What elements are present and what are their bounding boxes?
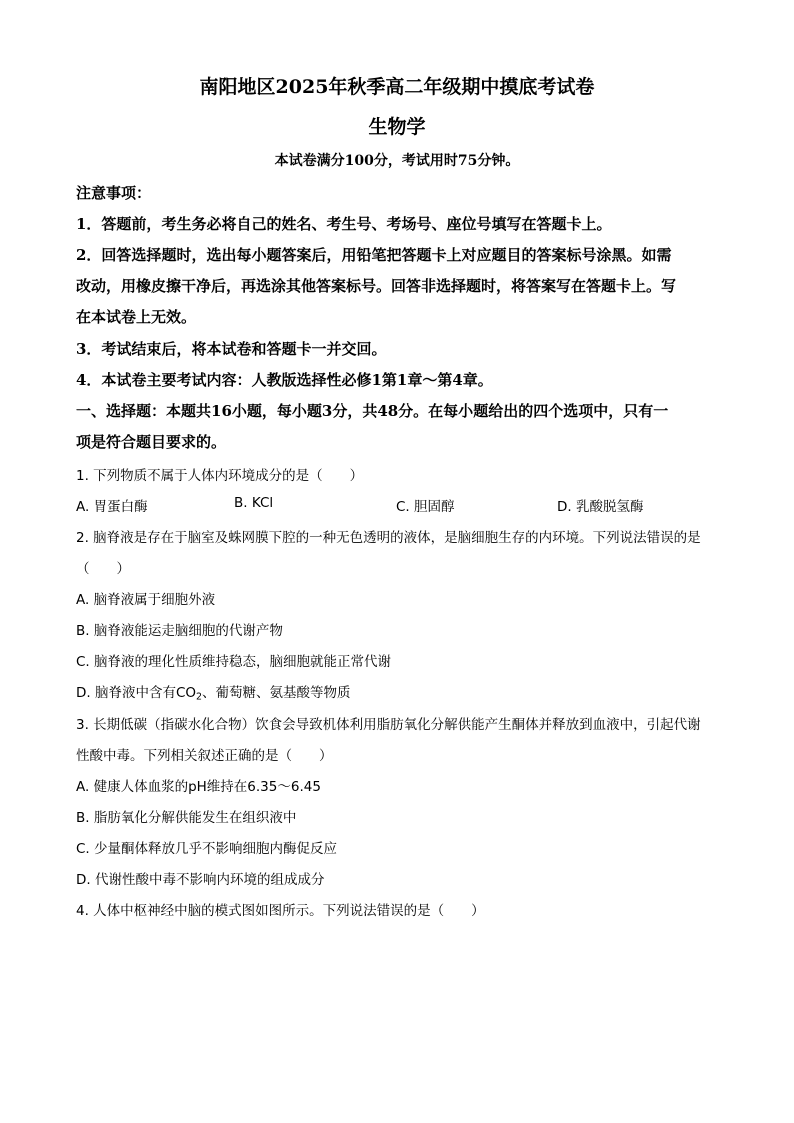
- section-heading-line-1: 一、选择题：本题共16小题，每小题3分，共48分。在每小题给出的四个选项中，只有一: [76, 402, 669, 420]
- question-4-stem: 4. 人体中枢神经中脑的模式图如图所示。下列说法错误的是（ ）: [76, 903, 485, 919]
- question-1-option-a: A. 胃蛋白酶: [76, 499, 148, 515]
- notice-item-3: 3．考试结束后，将本试卷和答题卡一并交回。: [76, 340, 387, 358]
- section-heading-line-2: 项是符合题目要求的。: [76, 433, 227, 451]
- question-2-option-a: A. 脑脊液属于细胞外液: [76, 592, 216, 608]
- notice-item-2-line-2: 改动，用橡皮擦干净后，再选涂其他答案标号。回答非选择题时，将答案写在答题卡上。写: [76, 277, 677, 295]
- question-2-stem-line-2: （ ）: [76, 561, 130, 577]
- question-3-option-d: D. 代谢性酸中毒不影响内环境的组成成分: [76, 872, 325, 888]
- question-3-option-a: A. 健康人体血浆的pH维持在6.35～6.45: [76, 779, 321, 795]
- question-3-option-c: C. 少量酮体释放几乎不影响细胞内酶促反应: [76, 841, 338, 857]
- subject-title: 生物学: [368, 116, 426, 138]
- question-2-option-c: C. 脑脊液的理化性质维持稳态，脑细胞就能正常代谢: [76, 654, 392, 670]
- notice-item-1: 1．答题前，考生务必将自己的姓名、考生号、考场号、座位号填写在答题卡上。: [76, 215, 612, 233]
- question-1-option-b: B. KCl: [234, 495, 274, 511]
- notice-item-2-line-1: 2．回答选择题时，选出每小题答案后，用铅笔把答题卡上对应题目的答案标号涂黑。如需: [76, 246, 672, 264]
- question-2-option-d: [76, 681, 351, 701]
- question-2-stem-line-1: 2. 脑脊液是存在于脑室及蛛网膜下腔的一种无色透明的液体，是脑细胞生存的内环境。下列说法错误的是: [76, 530, 701, 546]
- exam-info: 本试卷满分100分，考试用时75分钟。: [274, 153, 520, 169]
- question-1-option-d: D. 乳酸脱氢酶: [557, 499, 644, 515]
- notice-heading: 注意事项：: [76, 184, 152, 202]
- question-2-option-d-pre: D. 脑脊液中含有CO: [76, 685, 197, 701]
- question-3-stem-line-2: 性酸中毒。下列相关叙述正确的是（ ）: [76, 748, 333, 764]
- question-2-option-d-subscript: 2: [196, 691, 203, 703]
- question-2-option-d-post: 、葡萄糖、氨基酸等物质: [202, 685, 351, 701]
- question-1-stem: 1. 下列物质不属于人体内环境成分的是（ ）: [76, 468, 364, 484]
- question-2-option-b: B. 脑脊液能运走脑细胞的代谢产物: [76, 623, 283, 639]
- question-3-stem-line-1: 3. 长期低碳（指碳水化合物）饮食会导致机体利用脂肪氧化分解供能产生酮体并释放到血液中，引起代谢: [76, 717, 701, 733]
- notice-item-2-line-3: 在本试卷上无效。: [76, 308, 197, 326]
- question-3-option-b: B. 脂肪氧化分解供能发生在组织液中: [76, 810, 297, 826]
- exam-title: 南阳地区2025年秋季高二年级期中摸底考试卷: [199, 76, 595, 98]
- notice-item-4: 4．本试卷主要考试内容：人教版选择性必修1第1章～第4章。: [76, 371, 493, 389]
- question-1-option-c: C. 胆固醇: [396, 499, 455, 515]
